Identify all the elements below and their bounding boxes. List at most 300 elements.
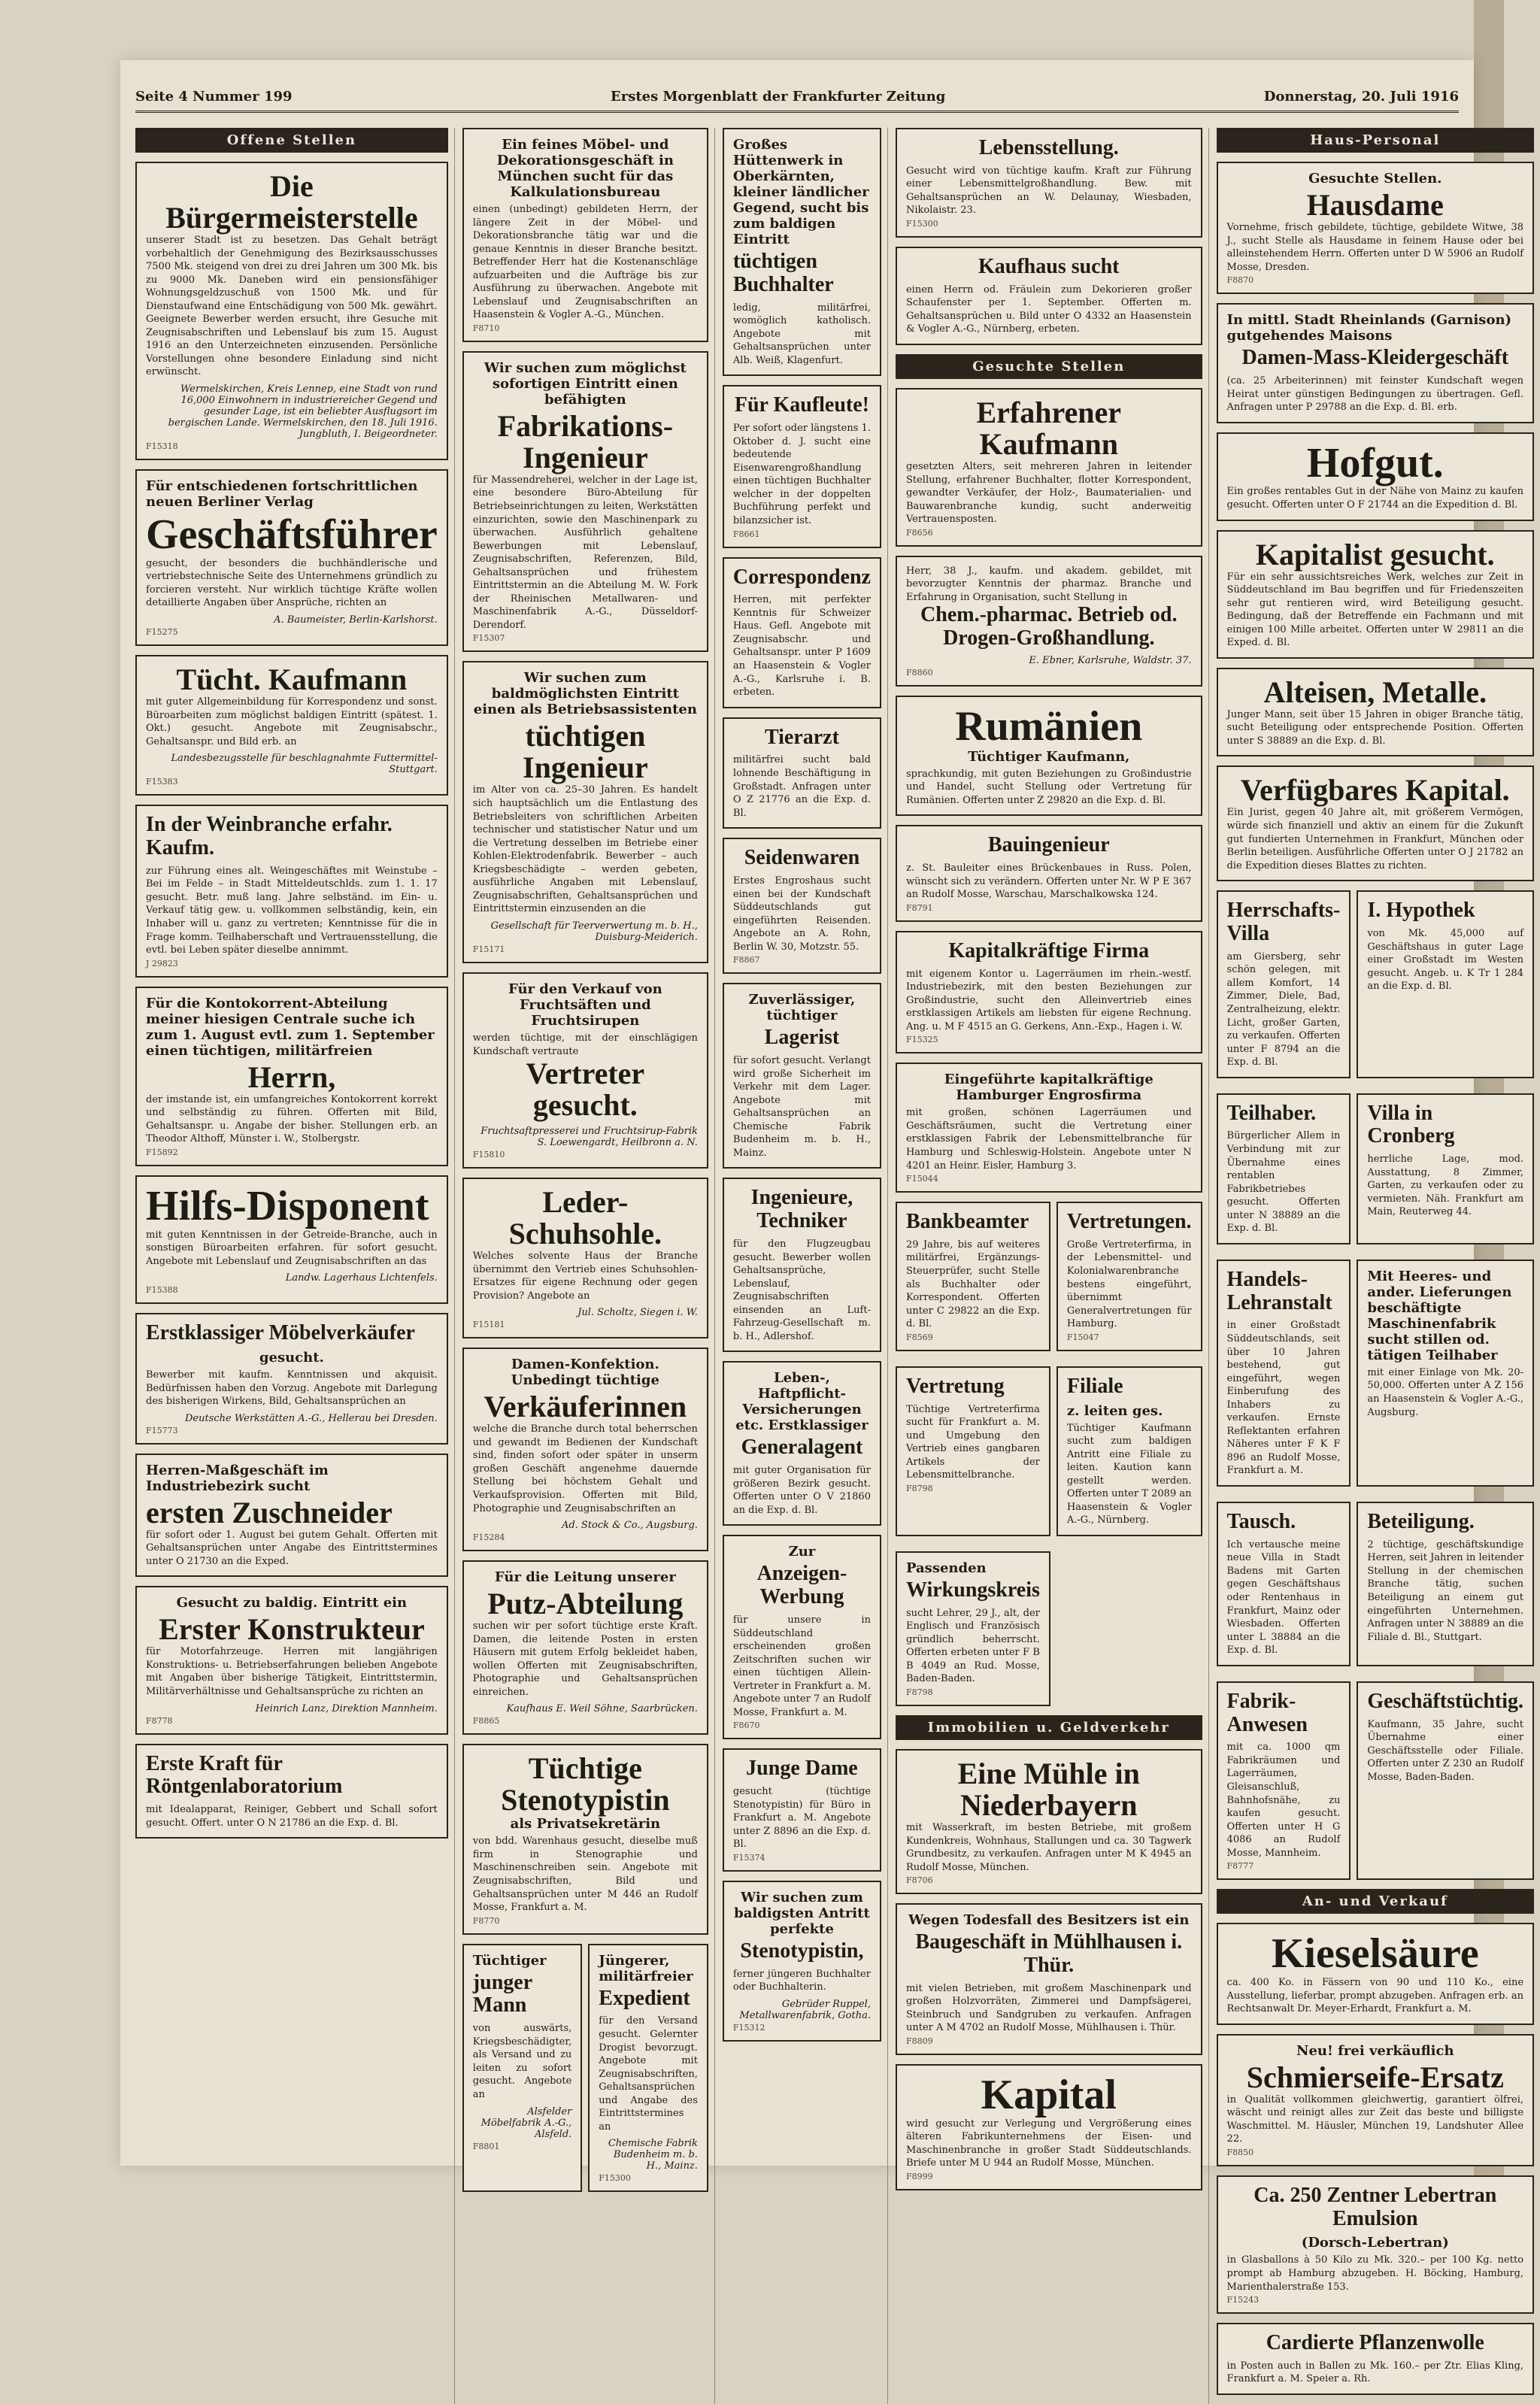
ad-body: Bewerber mit kaufm. Kenntnissen und akquisit. Bedürfnissen haben den Vorzug. Angebote mit Darlegung des bisherigen Wirkens, Bild, Gehaltsansprüchen an — [146, 1369, 438, 1408]
ad-herrschafts-villa — [1217, 890, 1351, 1078]
ad-title: I. Hypothek — [1367, 899, 1475, 923]
ad-rumaenien — [896, 696, 1202, 816]
ad-title: Verfügbares Kapital. — [1240, 773, 1510, 808]
ad-correspondenz — [723, 557, 881, 708]
ad-body: unserer Stadt ist zu besetzen. Das Gehalt beträgt vorbehaltlich der Genehmigung des Bezirksausschusses 7500 Mk. steigend von drei zu drei Jahren um 300 Mk. bis zu 9000 Mk. Daneben wird ein pensionsfähiger Wohnungsgeldzuschuß von 1500 Mk. und für Dienstaufwand eine Entschädigung von 500 Mk. gewährt. Geeignete Bewerber werden ersucht, ihre Gesuche mit Zeugnisabschriften und Lebenslauf bis zum 15. August 1916 an den Unterzeichneten einzusenden. Persönliche Vorstellungen ohne besondere Einladung sind nicht erwünscht. — [146, 235, 438, 378]
ad-subtitle: Gesucht zu baldig. Eintritt ein — [176, 1595, 408, 1611]
ad-title: Erfahrener Kaufmann — [976, 395, 1122, 461]
ad-kalkulationsbureau — [462, 128, 708, 342]
ad-code: F15892 — [146, 1147, 178, 1157]
ad-verfuegbares-kapital — [1217, 765, 1534, 881]
ad-body: gesucht (tüchtige Stenotypistin) für Büro in Frankfurt a. M. Angebote unter Z 8896 an die Exp. d. Bl. — [732, 1786, 871, 1851]
ad-body: für den Flugzeugbau gesucht. Bewerber wollen Gehaltsansprüche, Lebenslauf, Zeugnisabschriften einsenden an Luft-Fahrzeug-Gesellschaft m. b. H., Adlershof. — [732, 1238, 871, 1342]
ad-subtitle: Für entschiedenen fortschrittlichen neuen Berliner Verlag — [146, 478, 418, 511]
ad-body: im Alter von ca. 25–30 Jahren. Es handelt sich hauptsächlich um die Entlastung des Betriebsleiters von schriftlichen Arbeiten technischer und statistischer Natur und um die Vertretung desselben im Betriebe einer Kohlen-Elektrodenfabrik. Bewerber – auch Kriegsbeschädigte – werden gebeten, ausführliche Angaben mit Lebenslauf, Zeugnisabschriften, Gehaltsansprüchen und Eintrittstermin einzusenden an die — [472, 784, 698, 915]
ad-code: F15171 — [472, 944, 505, 954]
ad-kaufhaus-sucht — [896, 247, 1202, 345]
ad-subtitle: (Dorsch-Lebertran) — [1301, 2235, 1449, 2251]
ad-title: Beteiligung. — [1367, 1510, 1475, 1534]
ad-body: suchen wir per sofort tüchtige erste Kraft. Damen, die leitende Posten in ersten Häusern mit gutem Erfolg bekleidet haben, wollen Offerten mit Zeugnisabschriften, Photographie und Gehaltsansprüchen einreichen. — [472, 1620, 698, 1698]
ad-subtitle: Wir suchen zum baldigsten Antritt perfekte — [734, 1889, 870, 1937]
ad-kapitalkraeftige-firma — [896, 931, 1202, 1054]
ad-title: Cardierte Pflanzenwolle — [1266, 2331, 1484, 2355]
ad-body: (ca. 25 Arbeiterinnen) mit feinster Kundschaft wegen Heirat unter günstigen Bedingungen zu übertragen. Gefl. Anfragen unter P 29788 an die Exp. d. Bl. erb. — [1226, 374, 1524, 414]
ad-code: F8670 — [732, 1720, 760, 1731]
ad-konstrukteur — [135, 1586, 448, 1734]
ad-roentgen — [135, 1744, 448, 1839]
ad-code: F8656 — [905, 527, 933, 538]
ad-tausch — [1217, 1502, 1351, 1666]
newspaper-page — [120, 60, 1524, 2385]
ad-hofgut — [1217, 432, 1534, 521]
ad-title: Leder-Schuhsohle. — [508, 1185, 662, 1251]
ad-title: Tausch. — [1226, 1510, 1296, 1534]
ad-body: sucht Lehrer, 29 J., alt, der Englisch und Französisch gründlich beherrscht. Offerten erbeten unter F B B 4049 an Rud. Mosse, Baden-Baden. — [905, 1607, 1040, 1685]
ad-title: tüchtigen Buchhalter — [732, 250, 834, 296]
column-2 — [462, 128, 715, 2404]
column-4 — [896, 128, 1209, 2404]
ad-title: Filiale — [1066, 1374, 1123, 1398]
ad-weinbranche — [135, 805, 448, 977]
ad-title: Junge Dame — [746, 1757, 858, 1781]
ad-code: F8777 — [1226, 1861, 1254, 1872]
ad-title: Tücht. Kaufmann — [176, 662, 408, 696]
ad-subtitle: Herren-Maßgeschäft im Industriebezirk sucht — [146, 1462, 329, 1494]
ad-signature: Deutsche Werkstätten A.-G., Hellerau bei Dresden. — [184, 1412, 438, 1424]
ad-vertreter-gesucht — [462, 972, 708, 1169]
section-an-verkauf: An- und Verkauf — [1217, 1889, 1534, 1914]
ad-body: mit großen, schönen Lagerräumen und Geschäftsräumen, sucht die Vertretung einer erstklassigen Fabrik der Lebensmittelbranche für Hamburg und Schleswig-Holstein. Angebote unter N 4201 an Heinr. Eisler, Hamburg 3. — [905, 1107, 1192, 1172]
ad-hausdame — [1217, 162, 1534, 294]
ad-zuschneider — [135, 1454, 448, 1578]
ad-body: Ein großes rentables Gut in der Nähe von Mainz zu kaufen gesucht. Offerten unter O F 21744 an die Expedition d. Bl. — [1226, 486, 1524, 511]
ad-schmierseife — [1217, 2034, 1534, 2166]
ad-subtitle: Tüchtiger — [472, 1952, 547, 1969]
ad-code: F8867 — [732, 955, 760, 966]
ad-baugeschaeft — [896, 1903, 1202, 2055]
ad-title: Geschäftsführer — [146, 511, 438, 559]
ad-subtitle: Zur — [788, 1544, 816, 1560]
page-header — [135, 83, 1459, 113]
ad-title: Tierarzt — [764, 725, 839, 749]
ad-code: F15325 — [905, 1035, 938, 1045]
ad-subtitle: In mittl. Stadt Rheinlands (Garnison) gutgehendes Maisons — [1226, 312, 1512, 344]
ad-subtitle: Wir suchen zum baldmöglichsten Eintritt einen als Betriebsassistenten — [473, 670, 697, 718]
ad-subtitle: Tüchtiger Kaufmann, — [968, 748, 1130, 765]
ad-body: für sofort gesucht. Verlangt wird große Sicherheit im Verkehr mit dem Lager. Angebote mit Gehaltsansprüchen an Chemische Fabrik Budenheim m. b. H., Mainz. — [732, 1055, 871, 1159]
ad-body: Tüchtiger Kaufmann sucht zum baldigen Antritt eine Filiale zu leiten. Kaution kann gestellt werden. Offerten unter T 2089 an Haasenstein & Vogler A.-G., Nürnberg. — [1066, 1422, 1192, 1526]
ad-title: ersten Zuschneider — [146, 1495, 393, 1529]
ad-body: z. St. Bauleiter eines Brückenbaues in Russ. Polen, wünscht sich zu verändern. Offerten unter Nr. W P E 367 an Rudolf Mosse, Warschau, Marschalkowska 124. — [905, 862, 1192, 901]
ad-signature: Gesellschaft für Teerverwertung m. b. H., Duisburg-Meiderich. — [490, 920, 698, 943]
ad-code: F15047 — [1066, 1332, 1099, 1342]
ad-title: Ca. 250 Zentner Lebertran Emulsion — [1254, 2183, 1497, 2230]
ad-body: ferner jüngeren Buchhalter oder Buchhalterin. — [732, 1968, 871, 1993]
ad-filiale — [1056, 1366, 1202, 1536]
ad-title: Vertretungen. — [1066, 1210, 1192, 1234]
ad-code: F15284 — [472, 1532, 505, 1543]
ad-code: F8809 — [905, 2036, 933, 2046]
ad-beteiligung — [1357, 1502, 1534, 1666]
ad-title: Herrn, — [247, 1060, 336, 1094]
ad-signature: Jul. Scholtz, Siegen i. W. — [578, 1307, 698, 1319]
ad-code: F15307 — [472, 633, 505, 644]
ad-subtitle: Jüngerer, militärfreier — [599, 1952, 693, 1984]
ad-title: Hausdame — [1306, 188, 1444, 222]
ad-code: F8850 — [1226, 2147, 1254, 2157]
ad-body: Ich vertausche meine neue Villa in Stadt Badens mit Garten gegen Geschäftshaus oder Rentenhaus in Frankfurt, Mainz oder Wiesbaden. Offerten unter L 38884 an die Exp. d. Bl. — [1226, 1538, 1341, 1657]
ad-body: mit vielen Betrieben, mit großem Maschinenpark und großen Holzvorräten, Zimmerei und Dampfsägerei, Steinbruch und Sandgruben zu verkaufen. Anfragen unter A M 4702 an Rudolf Mosse, Mühlhausen i. Thür. — [905, 1982, 1192, 2034]
ad-seidenwaren — [723, 838, 881, 974]
ad-body: in Glasballons à 50 Kilo zu Mk. 320.– per 100 Kg. netto prompt ab Hamburg abzugeben. H. Böcking, Hamburg, Marienthalerstraße 153. — [1226, 2254, 1524, 2293]
ad-code: F8865 — [472, 1716, 500, 1726]
ad-title: Für Kaufleute! — [734, 393, 870, 417]
section-haus-personal: Haus-Personal — [1217, 128, 1534, 153]
ad-title: Ingenieure, Techniker — [750, 1186, 853, 1233]
ad-code: F8801 — [472, 2141, 500, 2151]
ad-body: Gesucht wird von tüchtige kaufm. Kraft zur Führung einer Lebensmittelgroßhandlung. Bew. mit Gehaltsansprüchen an W. Delaunay, Wiesbaden, Nikolaistr. 23. — [905, 165, 1192, 217]
ad-fabrik-anwesen — [1217, 1681, 1351, 1881]
ad-tierarzt — [723, 717, 881, 829]
ad-body: für den Versand gesucht. Gelernter Drogist bevorzugt. Angebote mit Zeugnisabschriften, Gehaltsansprüchen und Angabe des Eintrittstermines an — [599, 2015, 698, 2133]
ad-body: von bdd. Warenhaus gesucht, dieselbe muß firm in Stenographie und Maschinenschreiben sein. Angebote mit Zeugnisabschriften, Bild und Gehaltsansprüchen unter M 446 an Rudolf Mosse, Frankfurt a. M. — [472, 1836, 698, 1914]
ad-body: welche die Branche durch total beherrschen und gewandt im Bedienen der Kundschaft sind, finden sofort oder später in unserm großen Geschäft angenehme dauernde Stellung bei höchstem Gehalt und Verkaufsprovision. Offerten mit Bild, Photographie und Zeugnisabschriften an — [472, 1423, 698, 1514]
ad-title: In der Weinbranche erfahr. Kaufm. — [146, 813, 393, 859]
ad-kapital — [896, 2064, 1202, 2190]
ad-bauingenieur — [896, 825, 1202, 921]
header-right: Donnerstag, 20. Juli 1916 — [1263, 89, 1459, 105]
ad-code: F8706 — [905, 1875, 933, 1886]
ad-title: Chem.-pharmac. Betrieb od. Drogen-Großhandlung. — [920, 603, 1178, 650]
ad-code: F15275 — [146, 627, 178, 637]
ad-body: von Mk. 45,000 auf Geschäftshaus in guter Lage einer Großstadt im Westen gesucht. Angeb. u. K Tr 1 284 an die Exp. d. Bl. — [1367, 927, 1524, 993]
ad-code: F15810 — [472, 1150, 505, 1160]
ad-body: Vornehme, frisch gebildete, tüchtige, gebildete Witwe, 38 J., sucht Stelle als Hausdame in feinem Hause oder bei alleinstehendem Herrn. Offerten unter D W 5906 an Rudolf Mosse, Dresden. — [1226, 222, 1524, 273]
ad-code: F8778 — [146, 1715, 173, 1726]
ad-subtitle: Ein feines Möbel- und Dekorationsgeschäft in München sucht für das Kalkulationsbureau — [496, 137, 674, 200]
ad-title: Bauingenieur — [987, 833, 1110, 857]
ad-body: von auswärts, Kriegsbeschädigter, als Versand und zu leiten zu sofort gesucht. Angebote an — [472, 2023, 572, 2100]
ad-code: F15243 — [1226, 2295, 1260, 2305]
ad-geschaeftstuechtig — [1357, 1681, 1534, 1881]
ad-body: Ein Jurist, gegen 40 Jahre alt, mit größerem Vermögen, würde sich finanziell und aktiv an einem für die Zukunft gut fundierten Unternehmen in Frankfurt, München oder Berlin beteiligen. Ausführliche Offerten unter O J 21782 an die Expedition dieses Blattes zu richten. — [1226, 807, 1524, 872]
ad-subtitle: z. leiten ges. — [1066, 1402, 1163, 1419]
ad-subtitle: Damen-Konfektion. Unbedingt tüchtige — [511, 1357, 659, 1389]
ad-signature: Alsfelder Möbelfabrik A.-G., Alsfeld. — [480, 2105, 572, 2140]
ad-ingenieure-techniker — [723, 1178, 881, 1352]
ad-anzeigen-werbung — [723, 1535, 881, 1739]
ad-body: in einer Großstadt Süddeutschlands, seit über 10 Jahren bestehend, gut eingeführt, wegen Einberufung des Inhabers zu verkaufen. Ernste Reflektanten erfahren Näheres unter F K F 896 an Rudolf Mosse, Frankfurt a. M. — [1226, 1320, 1341, 1477]
ad-geschaeftsfuehrer — [135, 469, 448, 646]
ad-row — [1217, 890, 1534, 1889]
ad-title: Geschäftstüchtig. — [1367, 1689, 1524, 1713]
ad-title: Bankbeamter — [905, 1210, 1029, 1234]
ad-row — [896, 1202, 1202, 1715]
ad-code: F15374 — [732, 1852, 765, 1863]
ad-damen-mass-kleidergeschaeft — [1217, 303, 1534, 423]
ad-title: Teilhaber. — [1226, 1101, 1317, 1125]
ad-subtitle: Gesuchte Stellen. — [1308, 171, 1442, 186]
ad-title: Vertretung — [905, 1374, 1005, 1398]
ad-body: mit Wasserkraft, im besten Betriebe, mit großem Kundenkreis, Wohnhaus, Stallungen und ca. 30 Tagwerk Grundbesitz, zu verkaufen. Anfragen unter M K 4945 an Rudolf Mosse, München. — [905, 1821, 1192, 1873]
ad-body: Kaufmann, 35 Jahre, sucht Übernahme einer Geschäftsstelle oder Filiale. Offerten unter Z 230 an Rudolf Mosse, Baden-Baden. — [1367, 1718, 1524, 1783]
ad-signature: Heinrich Lanz, Direktion Mannheim. — [255, 1702, 438, 1714]
ad-subtitle: Neu! frei verkäuflich — [1296, 2042, 1454, 2059]
ad-title: Mit Heeres- und ander. Lieferungen beschäftigte Maschinenfabrik sucht stillen od. tätigen Teilhaber — [1367, 1268, 1512, 1363]
ad-body: für Massendreherei, welcher in der Lage ist, eine besondere Büro-Abteilung für Betriebseinrichtungen zu leiten, Werkstätten einzurichten, sowie den Maschinenpark zu überwachen. Ausführlich gehaltene Bewerbungen mit Lebenslauf, Zeugnisabschriften, Referenzen, Bild, Gehaltsansprüchen und frühestem Eintrittstermin an die Abteilung M. W. Fork der Rheinischen Metallwaren- und Maschinenfabrik A.-G., Düsseldorf-Derendorf. — [472, 474, 698, 631]
ad-hypothek — [1357, 890, 1534, 1078]
ad-title: Erstklassiger Möbelverkäufer — [146, 1321, 415, 1345]
ad-body: mit ca. 1000 qm Fabrikräumen und Lagerräumen, Gleisanschluß, Bahnhofsnähe, zu kaufen gesucht. Offerten unter H G 4086 an Rudolf Mosse, Mannheim. — [1226, 1742, 1341, 1859]
ad-subtitle: Leben-, Haftpflicht-Versicherungen etc. Erstklassiger — [735, 1370, 869, 1434]
ad-lebensstellung — [896, 128, 1202, 238]
ad-signature: Wermelskirchen, Kreis Lennep, eine Stadt von rund 16,000 Einwohnern in industriereicher Gegend und gesunder Lage, ist ein beliebter Ausflugsort im bergischen Lande. Wermelskirchen, den 18. Juli 1916. Jungbluth, I. Beigeordneter. — [168, 383, 438, 441]
ad-code: F8661 — [732, 529, 760, 539]
ad-title: Stenotypistin, — [740, 1939, 864, 1963]
ad-pflanzenwolle — [1217, 2323, 1534, 2395]
ad-code: F15773 — [146, 1425, 178, 1435]
ad-body: Für ein sehr aussichtsreiches Werk, welches zur Zeit in Süddeutschland im Bau begriffen und für Friedenszeiten sehr gut rentieren wird, wird Beteiligung gesucht. Bedingung, daß der Betreffende ein Fachmann und mit einigen 100 Mille arbeitet. Offerten unter W 29811 an die Exped. d. Bl. — [1226, 571, 1524, 649]
ad-title: Erste Kraft für Röntgenlaboratorium — [146, 1751, 343, 1799]
ad-title: Fabrik-Anwesen — [1226, 1689, 1308, 1736]
ad-title: Seidenwaren — [744, 846, 860, 870]
section-gesuchte-stellen: Gesuchte Stellen — [896, 354, 1202, 379]
section-offene-stellen: Offene Stellen — [135, 128, 448, 153]
ad-title: Putz-Abteilung — [487, 1587, 684, 1621]
ad-title: Die Bürgermeisterstelle — [165, 169, 418, 235]
ad-vertretungen — [1056, 1202, 1202, 1351]
ad-body: einen Herrn od. Fräulein zum Dekorieren großer Schaufenster per 1. September. Offerten m. Gehaltsansprüchen u. Bild unter O 4332 an Haasenstein & Vogler A.-G., Nürnberg, erbeten. — [905, 283, 1192, 335]
ad-subtitle: Zuverlässiger, tüchtiger — [748, 992, 856, 1024]
ad-subtitle: Passenden — [905, 1560, 987, 1576]
ad-title: Correspondenz — [732, 565, 871, 589]
ad-verkaeuferinnen — [462, 1348, 708, 1551]
ad-subtitle: gesucht. — [259, 1350, 324, 1366]
ad-alteisen-metalle — [1217, 668, 1534, 757]
ad-title: Kaufhaus sucht — [978, 254, 1120, 278]
ad-title: Erster Konstrukteur — [159, 1612, 425, 1647]
ad-expedient — [588, 1944, 708, 2193]
ad-body: für sofort oder 1. August bei gutem Gehalt. Offerten mit Gehaltsansprüchen unter Angabe des Eintrittstermines unter O 21730 an die Exped. — [146, 1529, 438, 1567]
ad-body: der imstande ist, ein umfangreiches Kontokorrent korrekt und selbständig zu führen. Offerten mit Bild, Gehaltsanspr. u. Angabe der bisher. Stellungen erb. an Theodor Althoff, Münster i. W., Stolbergstr. — [146, 1093, 438, 1145]
ad-buergermeisterstelle — [135, 162, 448, 460]
ad-subtitle: Für die Leitung unserer — [494, 1569, 676, 1586]
ad-body: mit guter Organisation für größeren Bezirk gesucht. Offerten unter O V 21860 an die Exp. d. Bl. — [732, 1465, 871, 1516]
ad-code: F15300 — [905, 218, 938, 229]
ad-code: F15181 — [472, 1320, 505, 1330]
ad-subtitle: Großes Hüttenwerk in Oberkärnten, kleiner ländlicher Gegend, sucht bis zum baldigen Eintritt — [732, 137, 869, 247]
ad-fabrikations-ingenieur — [462, 351, 708, 653]
ad-body: Herren, mit perfekter Kenntnis für Schweizer Haus. Gefl. Angebote mit Zeugnisabschr. und Gehaltsanspr. unter P 1609 an Haasenstein & Vogler A.-G., Karlsruhe i. B. erbeten. — [732, 594, 871, 699]
ad-tuechtigen-ingenieur — [462, 661, 708, 963]
ad-signature: Kaufhaus E. Weil Söhne, Saarbrücken. — [506, 1703, 698, 1715]
ad-subtitle: Für den Verkauf von Fruchtsäften und Fruchtsirupen — [508, 981, 662, 1029]
ad-stenotypistin — [462, 1744, 708, 1934]
ad-signature: Gebrüder Ruppel, Metallwarenfabrik, Gotha. — [739, 1998, 871, 2021]
ad-body: 2 tüchtige, geschäftskundige Herren, seit Jahren in leitender Stellung in der chemischen Branche tätig, suchen Beteiligung an einem gut eingeführten Unternehmen. Anfragen unter N 38889 an die Filiale d. Bl., Stuttgart. — [1367, 1538, 1524, 1643]
ad-subtitle: als Privatsekretärin — [510, 1816, 661, 1833]
ad-signature: E. Ebner, Karlsruhe, Waldstr. 37. — [1029, 654, 1192, 666]
ad-muehle — [896, 1749, 1202, 1894]
ad-title: Baugeschäft in Mühlhausen i. Thür. — [915, 1930, 1183, 1977]
ad-code: F15044 — [905, 1174, 938, 1184]
ad-body: 29 Jahre, bis auf weiteres militärfrei, Ergänzungs-Steuerprüfer, sucht Stelle als Buchhalter oder Korrespondent. Offerten unter C 29822 an die Exp. d. Bl. — [905, 1238, 1040, 1330]
ad-tuecht-kaufmann — [135, 655, 448, 796]
ad-title: Herrschafts-Villa — [1226, 899, 1341, 945]
ad-code: F8710 — [472, 323, 500, 333]
ad-vertretung — [896, 1366, 1050, 1536]
ad-generalagent — [723, 1361, 881, 1526]
ad-body: mit guter Allgemeinbildung für Korrespondenz und sonst. Büroarbeiten zum möglichst baldigen Eintritt (spätest. 1. Okt.) gesucht. Angebote mit Zeugnisabschr., Gehaltsanspr. und Bild erb. an — [146, 696, 438, 747]
ad-lagerist — [723, 983, 881, 1169]
ad-body: für unsere in Süddeutschland erscheinenden großen Zeitschriften suchen wir einen tüchtigen Allein-Vertreter in Frankfurt a. M. Angebote unter 7 an Rudolf Mosse, Frankfurt a. M. — [732, 1614, 871, 1718]
ad-fuer-kaufleute — [723, 385, 881, 547]
ad-body: Per sofort oder längstens 1. Oktober d. J. sucht eine bedeutende Eisenwarengroßhandlung einen tüchtigen Buchhalter welcher in der doppelten Buchführung perfekt und bilanzsicher ist. — [732, 423, 871, 526]
ad-title: Lagerist — [764, 1026, 840, 1050]
ad-signature: A. Baumeister, Berlin-Karlshorst. — [274, 614, 438, 626]
ad-subtitle: Wir suchen zum möglichst sofortigen Eintritt einen befähigten — [484, 359, 687, 408]
ad-title: Hilfs-Disponent — [146, 1182, 429, 1229]
ad-kieselsaeure — [1217, 1923, 1534, 2024]
ad-title: Kieselsäure — [1271, 1930, 1479, 1978]
ad-title: Expedient — [599, 1986, 690, 2010]
ad-title: Generalagent — [741, 1435, 863, 1460]
ad-body: Bürgerlicher Allem in Verbindung mit zur Übernahme eines rentablen Fabrikbetriebes gesucht. Offerten unter N 38889 an die Exp. d. Bl. — [1226, 1130, 1341, 1235]
ad-body: in Qualität vollkommen gleichwertig, garantiert ölfrei, wäscht und reinigt alles zur Zeit das beste und billigste Waschmittel. M. Häusler, München 19, Landshuter Allee 22. — [1226, 2093, 1524, 2145]
ad-leder-schuhsohle — [462, 1178, 708, 1338]
ad-title: Rumänien — [955, 702, 1143, 750]
ad-body: zur Führung eines alt. Weingeschäftes mit Weinstube – Bei im Felde – in Stadt Mitteldeutschlds. zum 1. 1. 17 gesucht. Betr. muß lang. Jahre selbständ. im Ein- u. Verkauf tätig gew. u. vollkommen selbständig, kein, ein Inhaber will u. ganz zu vertreten; Kenntnisse für die in Frage komm. Teilhaberschaft und Vertrauensstellung, die evtl. bei Leben später dieselbe annimmt. — [146, 865, 438, 956]
ad-signature: Ad. Stock & Co., Augsburg. — [561, 1520, 698, 1532]
ad-code: F15300 — [599, 2173, 631, 2184]
column-3 — [723, 128, 888, 2404]
ad-title: Anzeigen-Werbung — [756, 1562, 847, 1609]
ad-kontokorrent — [135, 987, 448, 1166]
ad-title: Kapital — [981, 2071, 1117, 2118]
ad-lebertran — [1217, 2175, 1534, 2314]
ad-code: F8999 — [905, 2171, 933, 2181]
ad-title: Fabrikations-Ingenieur — [497, 408, 674, 474]
ad-title: Villa in Cronberg — [1367, 1101, 1455, 1148]
ad-title: junger Mann — [472, 1970, 532, 2017]
ad-code: F15312 — [732, 2022, 765, 2033]
ad-code: F8860 — [905, 667, 933, 678]
ad-body: Tüchtige Vertreterfirma sucht für Frankfurt a. M. und Umgebung den Vertrieb eines gangbaren Artikels der Lebensmittelbranche. — [905, 1403, 1040, 1481]
ad-title: tüchtigen Ingenieur — [523, 719, 648, 785]
ad-body: ledig, militärfrei, womöglich katholisch. Angebote mit Gehaltsansprüchen unter Alb. Weiß, Klagenfurt. — [732, 302, 871, 366]
ad-junger-mann — [462, 1944, 583, 2193]
ad-title: Damen-Mass-Kleidergeschäft — [1241, 346, 1509, 370]
header-left: Seite 4 Nummer 199 — [135, 89, 293, 105]
column-1 — [135, 128, 455, 2404]
ad-signature: Landw. Lagerhaus Lichtenfels. — [285, 1272, 438, 1284]
ad-code: F8870 — [1226, 275, 1254, 286]
ad-signature: Landesbezugsstelle für beschlagnahmte Futtermittel-Stuttgart. — [171, 753, 438, 776]
ad-title: Lebensstellung. — [978, 136, 1119, 159]
ad-code: J 29823 — [146, 958, 178, 969]
ad-title: Schmierseife-Ersatz — [1246, 2060, 1504, 2094]
ad-title: Verkäuferinnen — [484, 1390, 687, 1424]
ad-putz-abteilung — [462, 1560, 708, 1735]
section-immobilien: Immobilien u. Geldverkehr — [896, 1715, 1202, 1740]
ad-body: in Posten auch in Ballen zu Mk. 160.– per Ztr. Elias Kling, Frankfurt a. M. Speier a. Rh. — [1226, 2360, 1524, 2385]
ad-buchhalter-huettenwerk — [723, 128, 881, 376]
ad-body: ca. 400 Ko. in Fässern von 90 und 110 Ko., eine Ausstellung, lieferbar, prompt abzugeben. Anfragen erb. an Rechtsanwalt Dr. Meyer-Erhardt, Frankfurt a. M. — [1226, 1977, 1524, 2015]
ad-code: F15388 — [146, 1285, 178, 1296]
ad-title: Alteisen, Metalle. — [1263, 675, 1487, 709]
ad-body: wird gesucht zur Verlegung und Vergrößerung eines älteren Fabrikunternehmens der Eisen- und Maschinenbranche in großer Stadt Süddeutschlands. Briefe unter M U 944 an Rudolf Mosse, München. — [905, 2118, 1192, 2169]
ad-title: Wirkungskreis — [905, 1578, 1040, 1602]
ad-code: F8770 — [472, 1915, 500, 1926]
ad-stenotypistin-ruppel — [723, 1881, 881, 2042]
ad-erfahrener-kaufmann — [896, 388, 1202, 547]
ad-body: für Motorfahrzeuge. Herren mit langjährigen Konstruktions- u. Betriebserfahrungen belieben Angebote mit Angaben über bisherige Tätigkeit, Eintrittstermin, Militärverhältnisse und Gehaltsansprüche zu richten an — [146, 1646, 438, 1697]
ad-title: Hofgut. — [1306, 439, 1444, 487]
ad-body: sprachkundig, mit guten Beziehungen zu Großindustrie und Handel, sucht Stellung oder Vertretung für Rumänien. Offerten unter Z 29820 an die Exp. d. Bl. — [905, 768, 1192, 806]
ad-title: Vertreter gesucht. — [526, 1056, 645, 1123]
ad-moebelverkaeufer — [135, 1313, 448, 1444]
ad-villa-cronberg — [1357, 1093, 1534, 1244]
ad-code: F8798 — [905, 1687, 933, 1697]
column-5 — [1217, 128, 1540, 2404]
ad-body: mit guten Kenntnissen in der Getreide-Branche, auch in sonstigen Büroarbeiten erfahren. für sofort gesucht. Angebote mit Lebenslauf und Zeugnisabschriften an das — [146, 1229, 438, 1267]
ad-code: F15383 — [146, 777, 178, 787]
ad-kapitalist-gesucht — [1217, 530, 1534, 659]
ad-chem-pharmac — [896, 556, 1202, 687]
ad-title: Eingeführte kapitalkräftige Hamburger Engrosfirma — [944, 1072, 1153, 1104]
ad-signature: Chemische Fabrik Budenheim m. b. H., Mainz. — [608, 2138, 698, 2172]
ad-handels-lehranstalt — [1217, 1260, 1351, 1487]
ad-code: F8569 — [905, 1332, 933, 1342]
ad-hilfs-disponent — [135, 1175, 448, 1304]
ad-junge-dame — [723, 1748, 881, 1872]
ad-body: Erstes Engroshaus sucht einen bei der Kundschaft Süddeutschlands gut eingeführten Reisenden. Angebote an A. Rohn, Berlin W. 30, Motzstr. 55. — [732, 875, 871, 953]
ad-body: am Giersberg, sehr schön gelegen, mit allem Komfort, 14 Zimmer, Diele, Bad, Zentralheizung, elektr. Licht, großer Garten, zu verkaufen. Offerten unter F 8794 an die Exp. d. Bl. — [1226, 950, 1341, 1069]
ad-bankbeamter — [896, 1202, 1050, 1351]
ad-body: mit eigenem Kontor u. Lagerräumen im rhein.-westf. Industriebezirk, mit den besten Beziehungen zur Großindustrie, sucht den Alleinvertrieb eines erstklassigen Artikels am liebsten für eigene Rechnung. Ang. u. M F 4515 an G. Gerkens, Ann.-Exp., Hagen i. W. — [905, 968, 1192, 1032]
ad-title: Handels-Lehranstalt — [1226, 1267, 1332, 1314]
ad-body: Herr, 38 J., kaufm. und akadem. gebildet, mit bevorzugter Kenntnis der pharmaz. Branche und Erfahrung in Organisation, sucht Stellung in — [905, 565, 1192, 603]
ad-subtitle: Wegen Todesfall des Besitzers ist ein — [908, 1912, 1190, 1929]
columns — [135, 128, 1524, 2385]
ad-signature: Fruchtsaftpresserei und Fruchtsirup-Fabrik S. Loewengardt, Heilbronn a. N. — [480, 1126, 698, 1149]
ad-body: mit einer Einlage von Mk. 20-50,000. Offerten unter A Z 156 an Haasenstein & Vogler A.-G., Augsburg. — [1367, 1366, 1524, 1418]
ad-maschinenfabrik-teilhaber — [1357, 1260, 1534, 1487]
ad-body: werden tüchtige, mit der einschlägigen Kundschaft vertraute — [472, 1032, 698, 1057]
ad-row — [462, 1944, 708, 2202]
ad-body: Welches solvente Haus der Branche übernimmt den Vertrieb eines Schuhsohlen-Ersatzes für eigene Rechnung oder gegen Provision? Angebote an — [472, 1251, 698, 1302]
ad-code: F15318 — [146, 441, 178, 452]
ad-body: Große Vertreterfirma, in der Lebensmittel- und Kolonialwarenbranche bestens eingeführt, übernimmt Generalvertretungen für Hamburg. — [1066, 1238, 1192, 1330]
ad-body: einen (unbedingt) gebildeten Herrn, der längere Zeit in der Möbel- und Dekorationsbranche tätig war und die genaue Kenntnis in dieser Branche besitzt. Betreffender Herr hat die Kostenanschläge aufzuarbeiten und die Aufträge bis zur Ausführung zu überwachen. Angebote mit Lebenslauf und Zeugnisabschriften an Haasenstein & Vogler A.-G., München. — [472, 204, 698, 321]
ad-body: gesetzten Alters, seit mehreren Jahren in leitender Stellung, erfahrener Buchhalter, flotter Korrespondent, gewandter Verkäufer, der Holz-, Baumaterialien- und Bauwarenbranche kundig, sucht anderweitig Vertrauensposten. — [905, 460, 1192, 526]
ad-code: F8791 — [905, 902, 933, 913]
ad-code: F8798 — [905, 1483, 933, 1493]
ad-body: herrliche Lage, mod. Ausstattung, 8 Zimmer, Garten, zu verkaufen oder zu vermieten. Näh. Frankfurt am Main, Reuterweg 44. — [1367, 1153, 1524, 1218]
ad-title: Eine Mühle in Niederbayern — [957, 1756, 1140, 1822]
ad-body: Junger Mann, seit über 15 Jahren in obiger Branche tätig, sucht Beteiligung oder entsprechende Position. Offerten unter S 38889 an die Exp. d. Bl. — [1226, 708, 1524, 747]
header-center: Erstes Morgenblatt der Frankfurter Zeitung — [611, 89, 946, 105]
ad-teilhaber — [1217, 1093, 1351, 1244]
ad-wirkungskreis — [896, 1551, 1050, 1706]
ad-title: Kapitalist gesucht. — [1255, 537, 1495, 571]
ad-subtitle: Für die Kontokorrent-Abteilung meiner hiesigen Centrale suche ich zum 1. August evtl. zum 1. September einen tüchtigen, militärfreien — [146, 995, 435, 1059]
ad-title: Tüchtige Stenotypistin — [501, 1751, 670, 1817]
ad-hamburger-engrosfirma — [896, 1063, 1202, 1193]
ad-body: mit Idealapparat, Reiniger, Gebbert und Schall sofort gesucht. Offert. unter O N 21786 an die Exp. d. Bl. — [146, 1804, 438, 1829]
ad-body: militärfrei sucht bald lohnende Beschäftigung in Großstadt. Anfragen unter O Z 21776 an die Exp. d. Bl. — [732, 754, 871, 819]
ad-title: Kapitalkräftige Firma — [948, 938, 1150, 963]
